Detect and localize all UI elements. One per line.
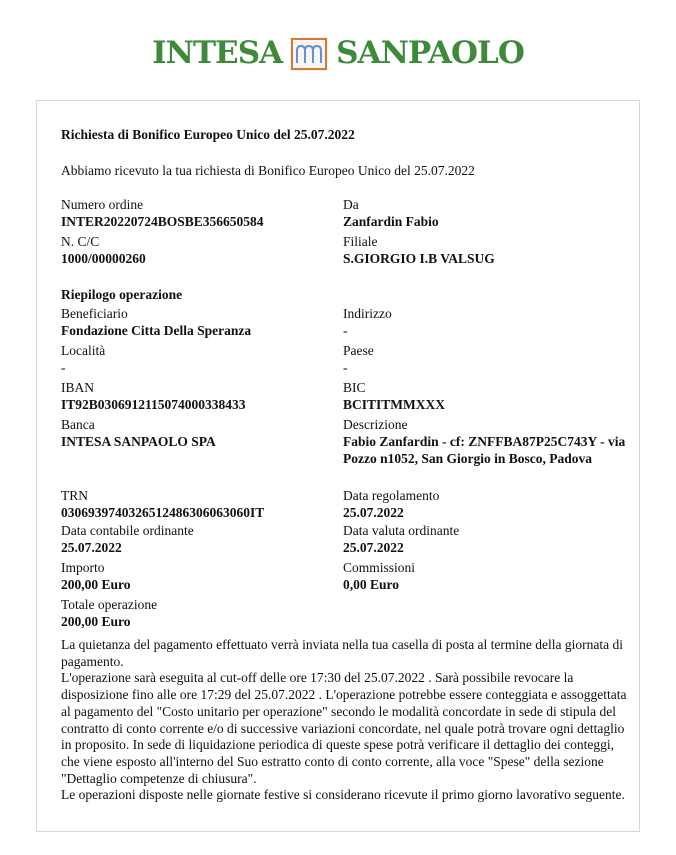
description-value: Fabio Zanfardin - cf: ZNFFBA87P25C743Y - via Pozzo n1052, San Giorgio in Bosco, Padova xyxy=(343,434,626,466)
fees-value: 0,00 Euro xyxy=(343,577,400,592)
notes-section xyxy=(61,637,629,804)
account-value: 1000/00000260 xyxy=(61,251,146,266)
settlement-date-value: 25.07.2022 xyxy=(343,505,404,520)
total-label: Totale operazione xyxy=(61,597,158,612)
intesa-sanpaolo-logo xyxy=(0,28,676,78)
address-label: Indirizzo xyxy=(343,306,392,321)
fees-label: Commissioni xyxy=(343,560,416,575)
note-cutoff: L'operazione sarà eseguita al cut-off delle ore 17:30 del 25.07.2022 . Sarà possibile revocare la disposizione fino alle ore 17:29 del 25.07.2022 . L'operazione potrebbe essere conteggiata e assoggettata al pagamento del "Costo unitario per operazione" secondo le modalità concordate in sede di stipula del contratto di conto corrente e/o di successive variazioni concordate, nel quale potrà trovare ogni dettaglio in proposito. In sede di liquidazione periodica di queste spese potrà verificare il dettaglio dei conteggi, che viene esposto all'interno del Suo estratto conto di conto corrente, alla voce "Spese" della sezione "Dettaglio competenze di chiusura". xyxy=(61,670,627,786)
trn-label: TRN xyxy=(61,488,88,503)
brand-right-text: SANPAOLO xyxy=(336,35,524,71)
amount-value: 200,00 Euro xyxy=(61,577,131,592)
note-holidays: Le operazioni disposte nelle giornate festive si considerano ricevute il primo giorno lavorativo seguente. xyxy=(61,787,625,803)
order-number-value: INTER20220724BOSBE356650584 xyxy=(61,214,264,229)
summary-heading: Riepilogo operazione xyxy=(61,287,183,302)
receipt-title: Richiesta di Bonifico Europeo Unico del 25.07.2022 xyxy=(61,127,355,142)
bic-value: BCITITMMXXX xyxy=(343,397,446,412)
branch-label: Filiale xyxy=(343,234,378,249)
iban-value: IT92B0306912115074000338433 xyxy=(61,397,246,412)
bank-logo-icon xyxy=(290,37,328,71)
locality-value: - xyxy=(61,360,66,375)
country-label: Paese xyxy=(343,343,374,358)
brand-left-text: INTESA xyxy=(152,35,283,71)
bank-label: Banca xyxy=(61,417,95,432)
total-value: 200,00 Euro xyxy=(61,614,131,629)
iban-label: IBAN xyxy=(61,380,94,395)
address-value: - xyxy=(343,323,348,338)
note-receipt: La quietanza del pagamento effettuato verrà inviata nella tua casella di posta al termine della giornata di pagamento. xyxy=(61,637,624,669)
accounting-date-label: Data contabile ordinante xyxy=(61,523,194,538)
settlement-date-label: Data regolamento xyxy=(343,488,440,503)
locality-label: Località xyxy=(61,343,106,358)
beneficiary-value: Fondazione Citta Della Speranza xyxy=(61,323,252,338)
branch-value: S.GIORGIO I.B VALSUG xyxy=(343,251,495,266)
value-date-value: 25.07.2022 xyxy=(343,540,404,555)
amount-label: Importo xyxy=(61,560,105,575)
bic-label: BIC xyxy=(343,380,366,395)
transfer-receipt-card xyxy=(36,100,640,832)
account-label: N. C/C xyxy=(61,234,100,249)
from-label: Da xyxy=(343,197,359,212)
bank-value: INTESA SANPAOLO SPA xyxy=(61,434,216,449)
accounting-date-value: 25.07.2022 xyxy=(61,540,122,555)
beneficiary-label: Beneficiario xyxy=(61,306,128,321)
trn-value: 0306939740326512486306063060IT xyxy=(61,505,265,520)
from-value: Zanfardin Fabio xyxy=(343,214,439,229)
order-number-label: Numero ordine xyxy=(61,197,144,212)
value-date-label: Data valuta ordinante xyxy=(343,523,460,538)
description-label: Descrizione xyxy=(343,417,408,432)
country-value: - xyxy=(343,360,348,375)
receipt-subtitle: Abbiamo ricevuto la tua richiesta di Bonifico Europeo Unico del 25.07.2022 xyxy=(61,163,475,178)
